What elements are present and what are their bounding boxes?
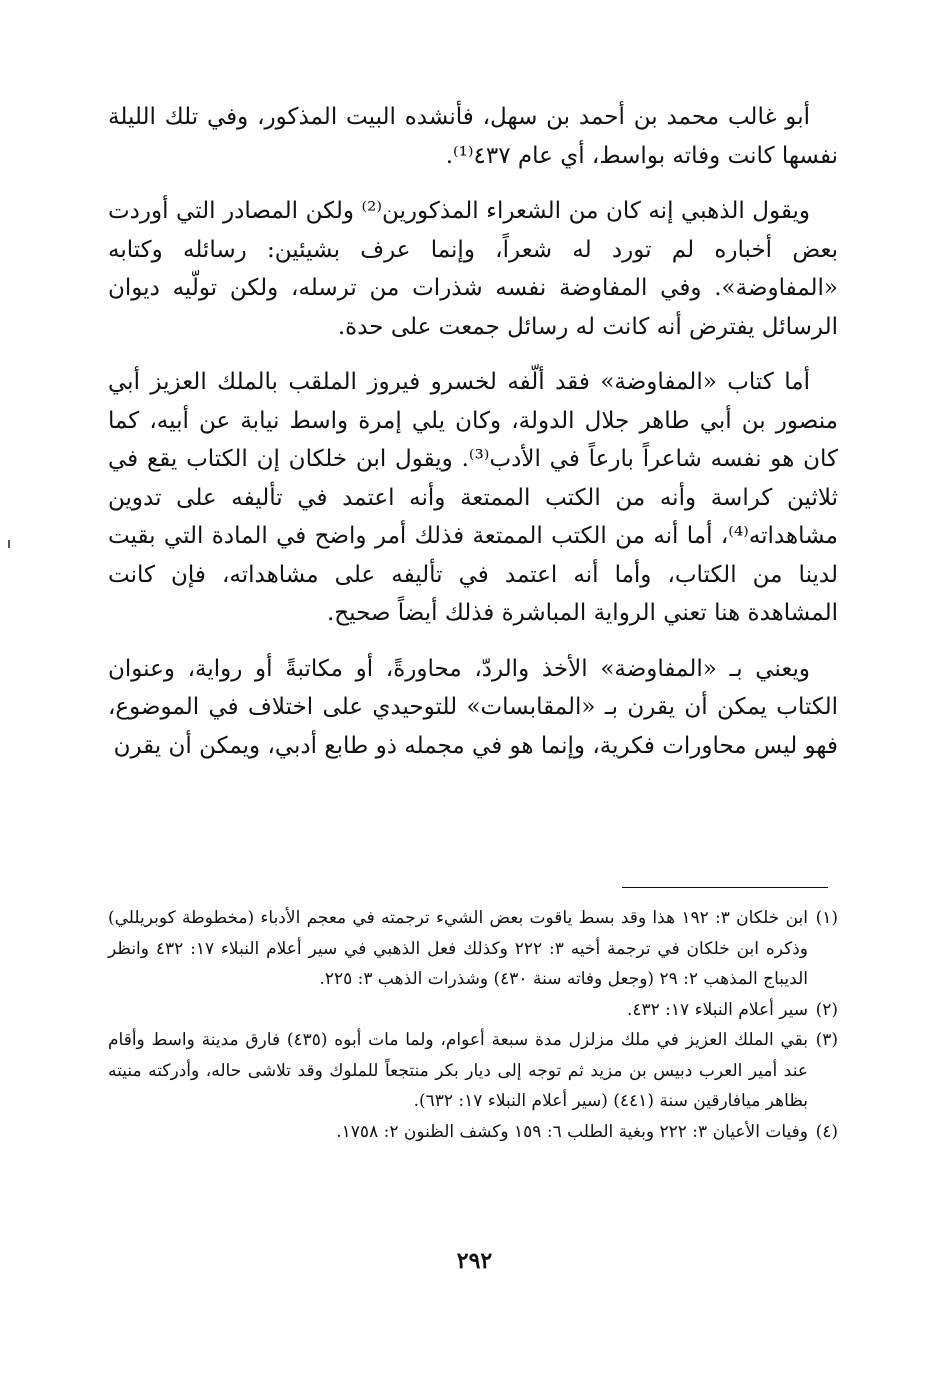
footnote-1 bbox=[108, 903, 838, 995]
paragraph-2: ويقول الذهبي إنه كان من الشعراء المذكورين⁽²⁾ ولكن المصادر التي أوردت بعض أخباره لم تورد له شعراً، وإنما عرف بشيئين: رسائله وكتابه «المفاوضة». وفي المفاوضة نفسه شذرات من ترسله، ولكن تولّيه ديوان الرسائل يفترض أنه كانت له رسائل جمعت على حدة. bbox=[108, 198, 838, 340]
footnote-number: (٣) bbox=[815, 1030, 838, 1050]
scan-edge-mark bbox=[8, 540, 10, 548]
footnote-text: سير أعلام النبلاء ١٧: ٤٣٢. bbox=[626, 999, 808, 1020]
footnote-text: وفيات الأعيان ٣: ٢٢٢ وبغية الطلب ٦: ١٥٩ وكشف الظنون ٢: ١٧٥٨. bbox=[336, 1121, 808, 1142]
footnote-text: بقي الملك العزيز في ملك مزلزل مدة سبعة أعوام، ولما مات أبوه (٤٣٥) فارق مدينة واسط وأقام عند أمير العرب دبيس بن مزيد ثم توجه إلى ديار بكر منتجعاً للملوك وقد تلاشى حاله، وأدركته منيته بظاهر ميافارقين سنة (٤٤١) (سير أعلام النبلاء ١٧: ٦٣٢). bbox=[108, 1030, 808, 1111]
footnote-2 bbox=[108, 995, 838, 1026]
main-text bbox=[108, 98, 838, 782]
paragraph-1: أبو غالب محمد بن أحمد بن سهل، فأنشده البيت المذكور، وفي تلك الليلة نفسها كانت وفاته بواسط، أي عام ٤٣٧⁽¹⁾. bbox=[108, 104, 838, 169]
paragraph-3: أما كتاب «المفاوضة» فقد ألّفه لخسرو فيروز الملقب بالملك العزيز أبي منصور بن أبي طاهر جلال الدولة، وكان يلي إمرة واسط نيابة عن أبيه، كما كان هو نفسه شاعراً بارعاً في الأدب⁽³⁾. ويقول ابن خلكان إن الكتاب يقع في ثلاثين كراسة وأنه من الكتب الممتعة وأنه اعتمد في تأليفه على تدوين مشاهداته⁽⁴⁾، أما أنه من الكتب الممتعة فذلك أمر واضح في المادة التي بقيت لدينا من الكتاب، وأما أنه اعتمد في تأليفه على مشاهداته، فإن كانت المشاهدة هنا تعني الرواية المباشرة فذلك أيضاً صحيح. bbox=[108, 369, 838, 626]
paragraph-4: ويعني بـ «المفاوضة» الأخذ والردّ، محاورةً، أو مكاتبةً أو رواية، وعنوان الكتاب يمكن أن يقرن بـ «المقابسات» للتوحيدي على اختلاف في الموضوع، فهو ليس محاورات فكرية، وإنما هو في مجمله ذو طابع أدبي، ويمكن أن يقرن bbox=[108, 655, 838, 759]
footnote-text: ابن خلكان ٣: ١٩٢ هذا وقد بسط ياقوت بعض الشيء ترجمته في معجم الأدباء (مخطوطة كوبريللي) وذكره ابن خلكان في ترجمة أخيه ٣: ٢٢٢ وكذلك فعل الذهبي في سير أعلام النبلاء ١٧: ٤٣٢ وانظر الديباج المذهب ٢: ٢٩ (وجعل وفاته سنة ٤٣٠) وشذرات الذهب ٣: ٢٢٥. bbox=[108, 908, 808, 989]
page-number: ٢٩٢ bbox=[456, 1248, 493, 1274]
footnote-number: (٢) bbox=[815, 999, 838, 1020]
footnote-number: (٤) bbox=[815, 1121, 838, 1142]
footnote-3 bbox=[108, 1025, 838, 1117]
footnotes bbox=[108, 903, 838, 1147]
footnote-separator bbox=[622, 887, 828, 888]
footnote-number: (١) bbox=[815, 908, 838, 928]
footnote-4 bbox=[108, 1117, 838, 1148]
